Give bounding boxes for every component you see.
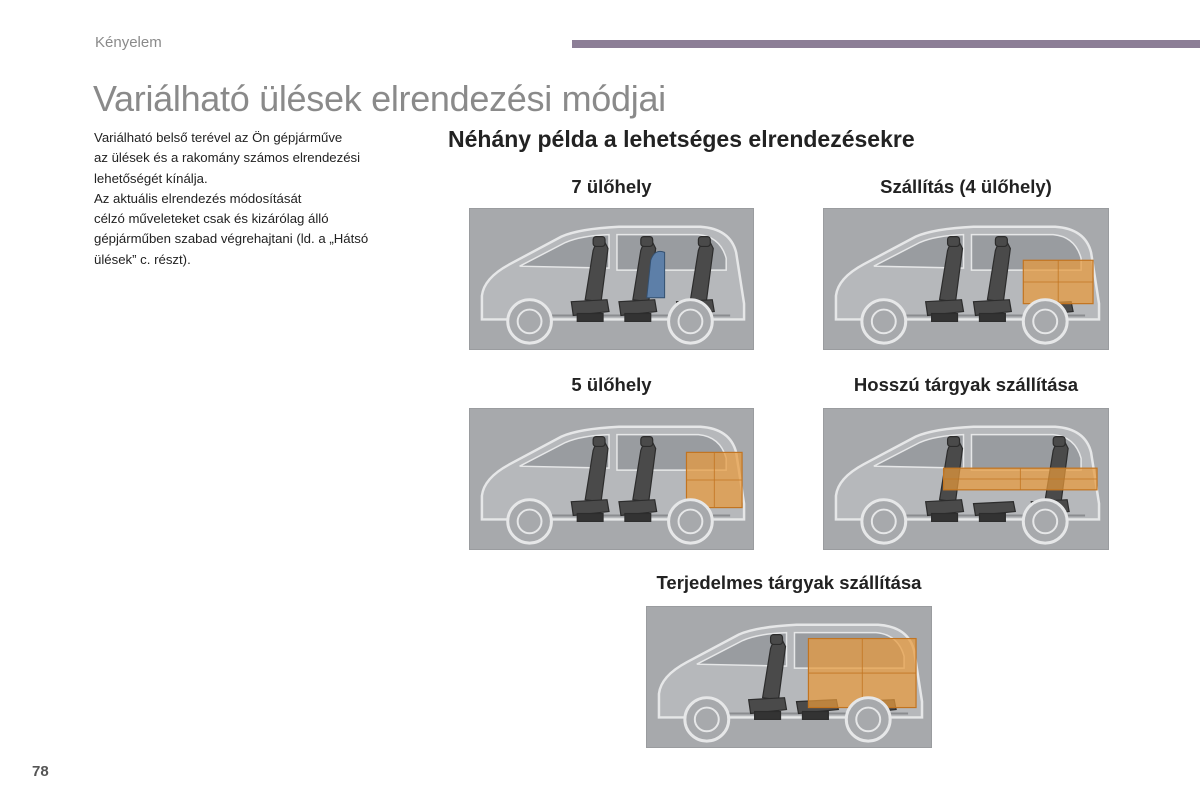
illustration-7-seats	[469, 208, 754, 350]
caption-long-items: Hosszú tárgyak szállítása	[853, 374, 1079, 395]
illustration-long-items	[823, 408, 1109, 550]
intro-line: az ülések és a rakomány számos elrendezési	[94, 150, 361, 166]
header-accent-bar	[572, 40, 1200, 48]
intro-line: célzó műveleteket csak és kizárólag álló	[94, 211, 329, 227]
caption-bulky-items: Terjedelmes tárgyak szállítása	[656, 572, 922, 593]
illustration-transport-4-seats	[823, 208, 1109, 350]
intro-line: ülések” c. részt).	[94, 251, 191, 267]
caption-7-seats: 7 ülőhely	[571, 176, 652, 197]
examples-heading: Néhány példa a lehetséges elrendezésekre	[448, 126, 915, 152]
caption-transport-4-seats: Szállítás (4 ülőhely)	[880, 176, 1052, 197]
page-number: 78	[32, 763, 49, 780]
intro-line: Variálható belső terével az Ön gépjárműve	[94, 130, 343, 145]
intro-text	[94, 128, 434, 270]
intro-line: gépjárműben szabad végrehajtani (ld. a „Hátsó	[94, 231, 369, 247]
caption-5-seats: 5 ülőhely	[571, 374, 652, 395]
section-label: Kényelem	[95, 34, 162, 51]
page-title: Variálható ülések elrendezési módjai	[93, 78, 666, 119]
illustration-5-seats	[469, 408, 754, 550]
intro-line: lehetőségét kínálja.	[94, 170, 208, 186]
intro-line: Az aktuális elrendezés módosítását	[94, 190, 302, 206]
illustration-bulky-items	[646, 606, 932, 748]
